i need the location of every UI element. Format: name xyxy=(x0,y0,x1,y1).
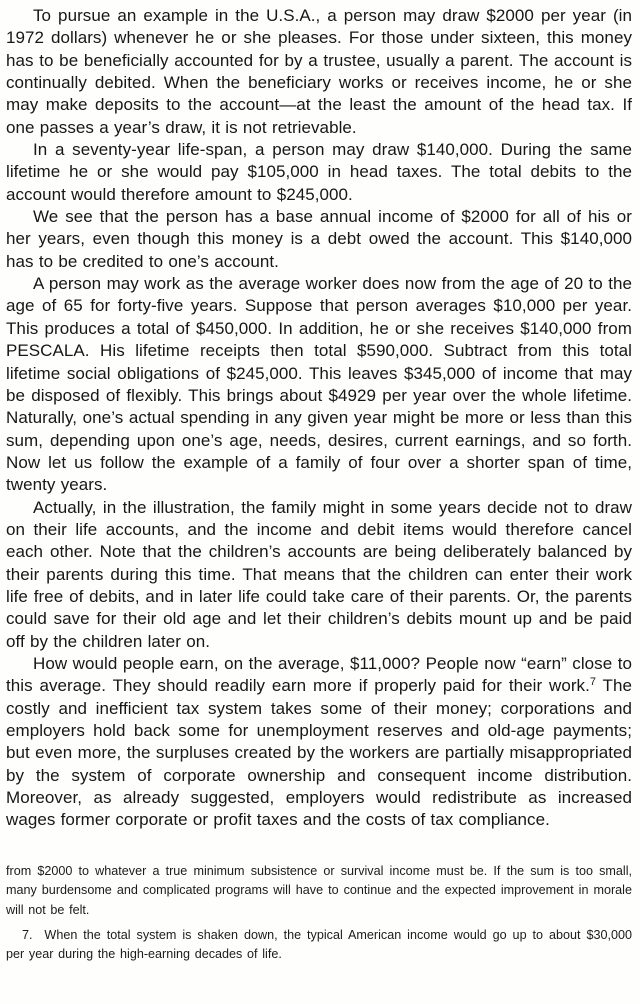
footnote-reference-7: 7 xyxy=(589,676,597,689)
paragraph-6 xyxy=(6,653,632,832)
paragraph-1: To pursue an example in the U.S.A., a person may draw $2000 per year (in 1972 dollars) whenever he or she pleases. For those under sixteen, this money has to be beneficially accounted for by a trustee, usually a parent. The account is continually debited. When the beneficiary works or receives income, he or she may make deposits to the account—at the least the amount of the head tax. If one passes a year’s draw, it is not retrievable. xyxy=(6,6,632,137)
paragraph-2: In a seventy-year life-span, a person may draw $140,000. During the same lifetime he or she would pay $105,000 in head taxes. The total debits to the account would therefore amount to $245,000. xyxy=(6,140,632,204)
paragraph-5: Actually, in the illustration, the family might in some years decide not to draw on their life accounts, and the income and debit items would therefore cancel each other. Note that the children’s accounts are being deliberately balanced by their parents during this time. That means that the children can enter their work life free of debits, and in later life could take care of their parents. Or, the parents could save for their old age and let their children’s debits mount up and be paid off by the children later on. xyxy=(6,497,632,651)
paragraph-6-part-1: How would people earn, on the average, $11,000? People now “earn” close to this average. They should readily earn more if properly paid for their work. xyxy=(6,653,632,696)
footnote-7: 7. When the total system is shaken down, the typical American income would go up to about $30,000 per year during the high-earning decades of life. xyxy=(6,927,632,962)
paragraph-6-part-2: The costly and inefficient tax system takes some of their money; corporations and employers hold back some for unemployment reserves and old-age payments; but even more, the surpluses created by the workers are partially misappropriated by the system of corporate ownership and consequent income distribution. Moreover, as already suggested, employers would redistribute as increased wages former corporate or profit taxes and the costs of tax compliance. xyxy=(6,676,632,830)
body-text xyxy=(6,5,632,832)
footnote-continuation: from $2000 to whatever a true minimum subsistence or survival income must be. If the sum is too small, many burdensome and complicated programs will have to continue and the expected improvement in morale will not be felt. xyxy=(6,863,632,917)
footnotes-section xyxy=(6,862,632,965)
paragraph-4: A person may work as the average worker does now from the age of 20 to the age of 65 for forty-five years. Suppose that person averages $10,000 per year. This produces a total of $450,000. In addition, he or she receives $140,000 from PESCALA. His lifetime receipts then total $590,000. Subtract from this total lifetime social obligations of $245,000. This leaves $345,000 of income that may be disposed of flexibly. This brings about $4929 per year over the whole lifetime. Naturally, one’s actual spending in any given year might be more or less than this sum, depending upon one’s age, needs, desires, current earnings, and so forth. Now let us follow the example of a family of four over a shorter span of time, twenty years. xyxy=(6,274,632,495)
paragraph-3: We see that the person has a base annual income of $2000 for all of his or her years, even though this money is a debt owed the account. This $140,000 has to be credited to one’s account. xyxy=(6,207,632,271)
